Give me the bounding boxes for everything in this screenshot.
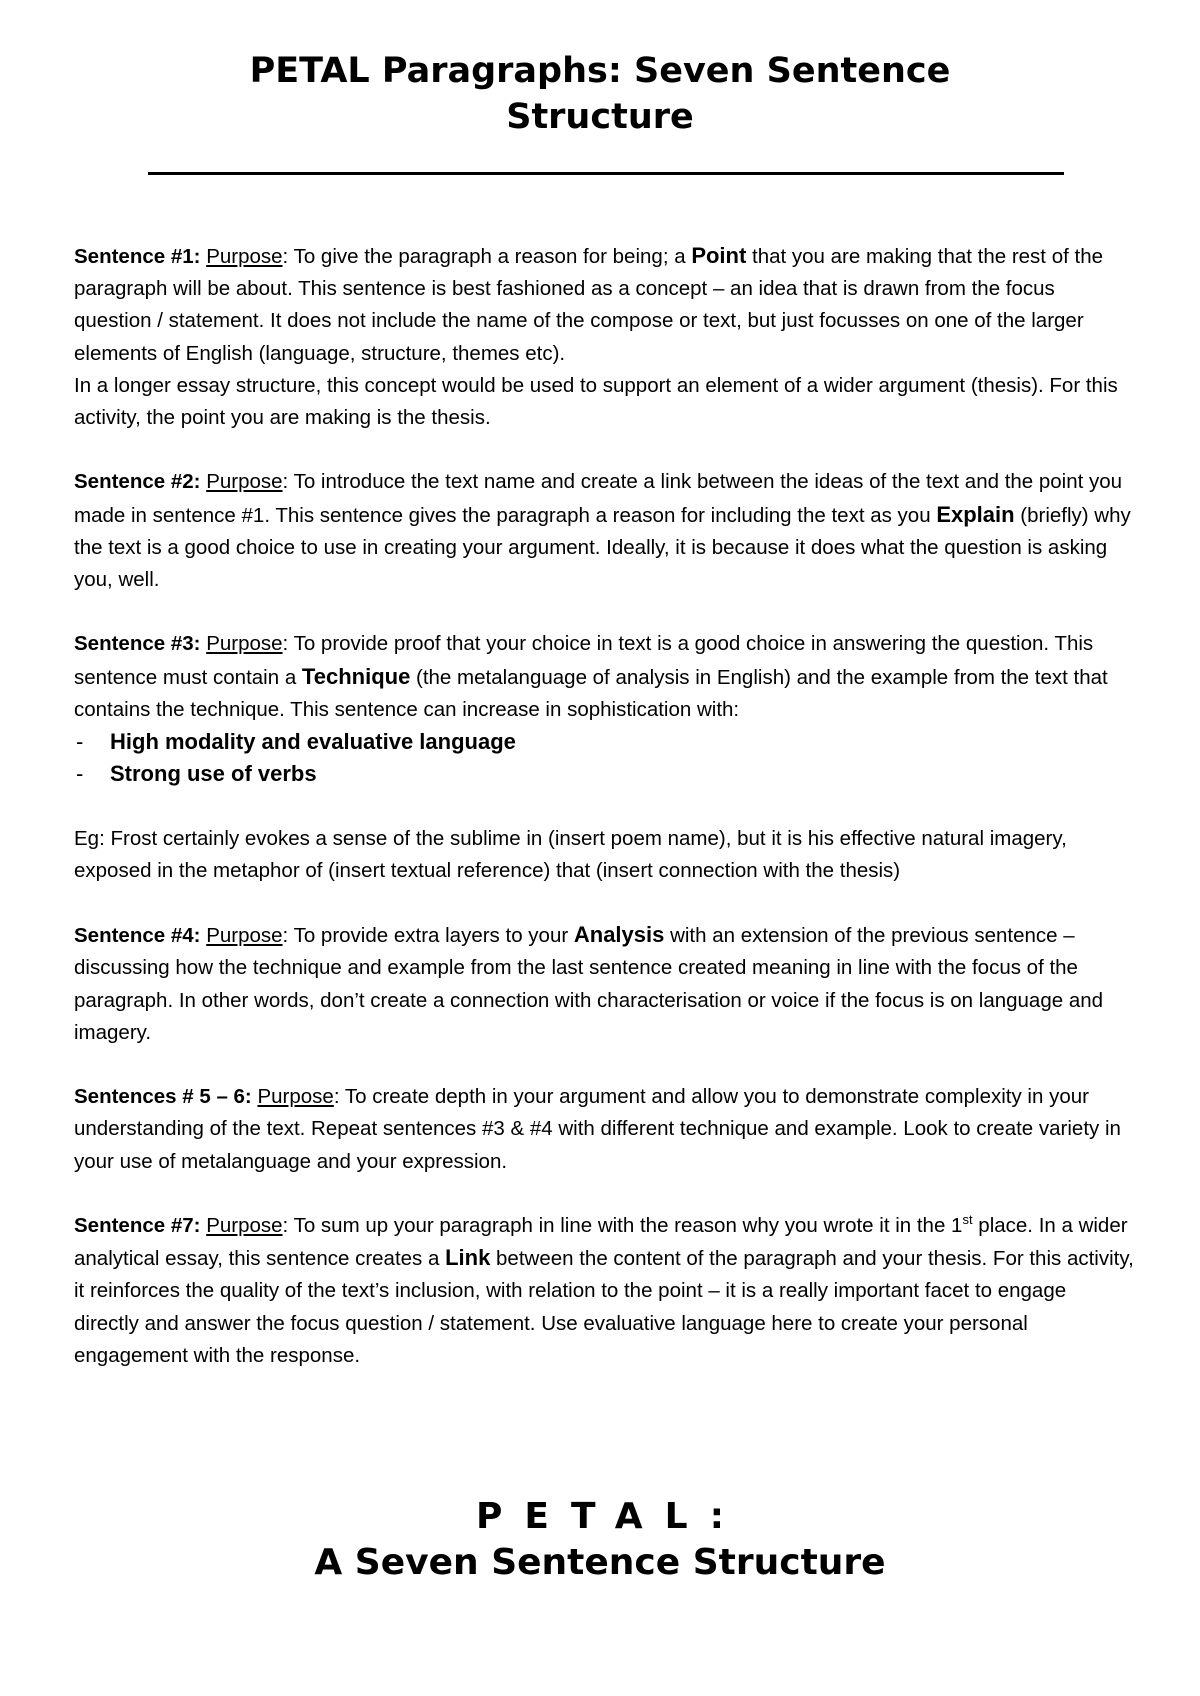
bullet-text: Strong use of verbs <box>110 761 317 787</box>
section-text: : To provide proof that your choice in text is a good choice in answering the question. This sentence must contain a <box>74 632 1094 689</box>
section-label: Sentence #1: <box>74 245 201 268</box>
bullet-dash: - <box>76 729 84 755</box>
keyword-analysis: Analysis <box>573 922 665 948</box>
purpose-label: Purpose <box>257 1085 334 1109</box>
footer-subtitle: A Seven Sentence Structure <box>314 1542 886 1583</box>
bullet-dash: - <box>76 761 84 787</box>
section-sentences-5-6 <box>74 1081 1134 1178</box>
document-body <box>74 240 1134 1404</box>
section-paragraph <box>74 919 1134 1049</box>
footer-acronym: PETAL: <box>476 1496 746 1537</box>
section-text: : To give the paragraph a reason for being; a <box>282 245 692 268</box>
section-text: : To introduce the text name and create a link between the ideas of the text and the point you made in sentence #1. This sentence gives the paragraph a reason for including the text as you <box>74 470 1123 527</box>
section-sentence-7 <box>74 1210 1134 1372</box>
keyword-link: Link <box>445 1245 491 1271</box>
section-sentence-3 <box>74 628 1134 790</box>
title-line-2: Structure <box>506 97 694 137</box>
section-text: with an extension of the previous sentence – discussing how the technique and example from the last sentence created meaning in line with the focus of the paragraph. In other words, don’t create a connection with characterisation or voice if the focus is on language and imagery. <box>74 924 1104 1044</box>
example-paragraph <box>74 823 1134 887</box>
section-paragraph <box>74 1210 1134 1372</box>
section-text: (briefly) why the text is a good choice to use in creating your argument. Ideally, it is because it does what the question is asking you, well. <box>74 503 1131 592</box>
section-label: Sentences # 5 – 6: <box>74 1085 252 1109</box>
section-paragraph <box>74 466 1134 596</box>
superscript-st: st <box>962 1212 973 1228</box>
title-line-1: PETAL Paragraphs: Seven Sentence <box>249 51 951 91</box>
section-label: Sentence #7: <box>74 1214 201 1237</box>
purpose-label: Purpose <box>206 924 283 948</box>
section-text: : To create depth in your argument and allow you to demonstrate complexity in your understanding of the text. Repeat sentences #3 & #4 with different technique and example. Look to create variety in your use of metalanguage and your expression. <box>74 1085 1121 1173</box>
section-label: Sentence #2: <box>74 470 201 494</box>
section-paragraph <box>74 240 1134 370</box>
section-text: place. In a wider analytical essay, this sentence creates a <box>74 1214 1128 1271</box>
section-extra-paragraph: In a longer essay structure, this concept would be used to support an element of a wider argument (thesis). For this activity, the point you are making is the thesis. <box>74 373 1118 430</box>
footer-heading <box>0 1494 1200 1586</box>
keyword-point: Point <box>691 243 747 268</box>
bullet-item <box>74 726 1134 758</box>
section-text: : To sum up your paragraph in line with the reason why you wrote it in the 1 <box>282 1214 963 1237</box>
bullet-item <box>74 758 1134 790</box>
section-paragraph <box>74 1081 1134 1178</box>
section-paragraph <box>74 628 1134 726</box>
document-title <box>0 48 1200 140</box>
section-text: between the content of the paragraph and your thesis. For this activity, it reinforces the quality of the text’s inclusion, with relation to the point – it is a really important facet to engage directly and answer the focus question / statement. Use evaluative language here to create your personal engagement with the response. <box>74 1247 1134 1367</box>
purpose-label: Purpose <box>206 632 283 656</box>
purpose-label: Purpose <box>206 470 283 494</box>
purpose-label: Purpose <box>206 245 283 268</box>
bullet-list <box>74 726 1134 790</box>
section-sentence-1 <box>74 240 1134 434</box>
section-text: : To provide extra layers to your <box>282 924 574 948</box>
keyword-technique: Technique <box>301 663 411 689</box>
section-label: Sentence #3: <box>74 632 201 656</box>
section-sentence-4 <box>74 919 1134 1049</box>
example-text: Eg: Frost certainly evokes a sense of the sublime in (insert poem name), but it is his effective natural imagery, exposed in the metaphor of (insert textual reference) that (insert connection with the thesis) <box>74 826 1067 882</box>
section-text: that you are making that the rest of the paragraph will be about. This sentence is best fashioned as a concept – an idea that is drawn from the focus question / statement. It does not include the name of the compose or text, but just focusses on one of the larger elements of English (language, structure, themes etc). <box>74 245 1103 365</box>
section-label: Sentence #4: <box>74 924 201 948</box>
title-divider <box>148 172 1064 175</box>
section-text: (the metalanguage of analysis in English) and the example from the text that contains the technique. This sentence can increase in sophistication with: <box>74 665 1108 721</box>
keyword-explain: Explain <box>936 501 1015 527</box>
purpose-label: Purpose <box>206 1214 283 1237</box>
bullet-text: High modality and evaluative language <box>110 729 516 755</box>
section-sentence-2 <box>74 466 1134 596</box>
